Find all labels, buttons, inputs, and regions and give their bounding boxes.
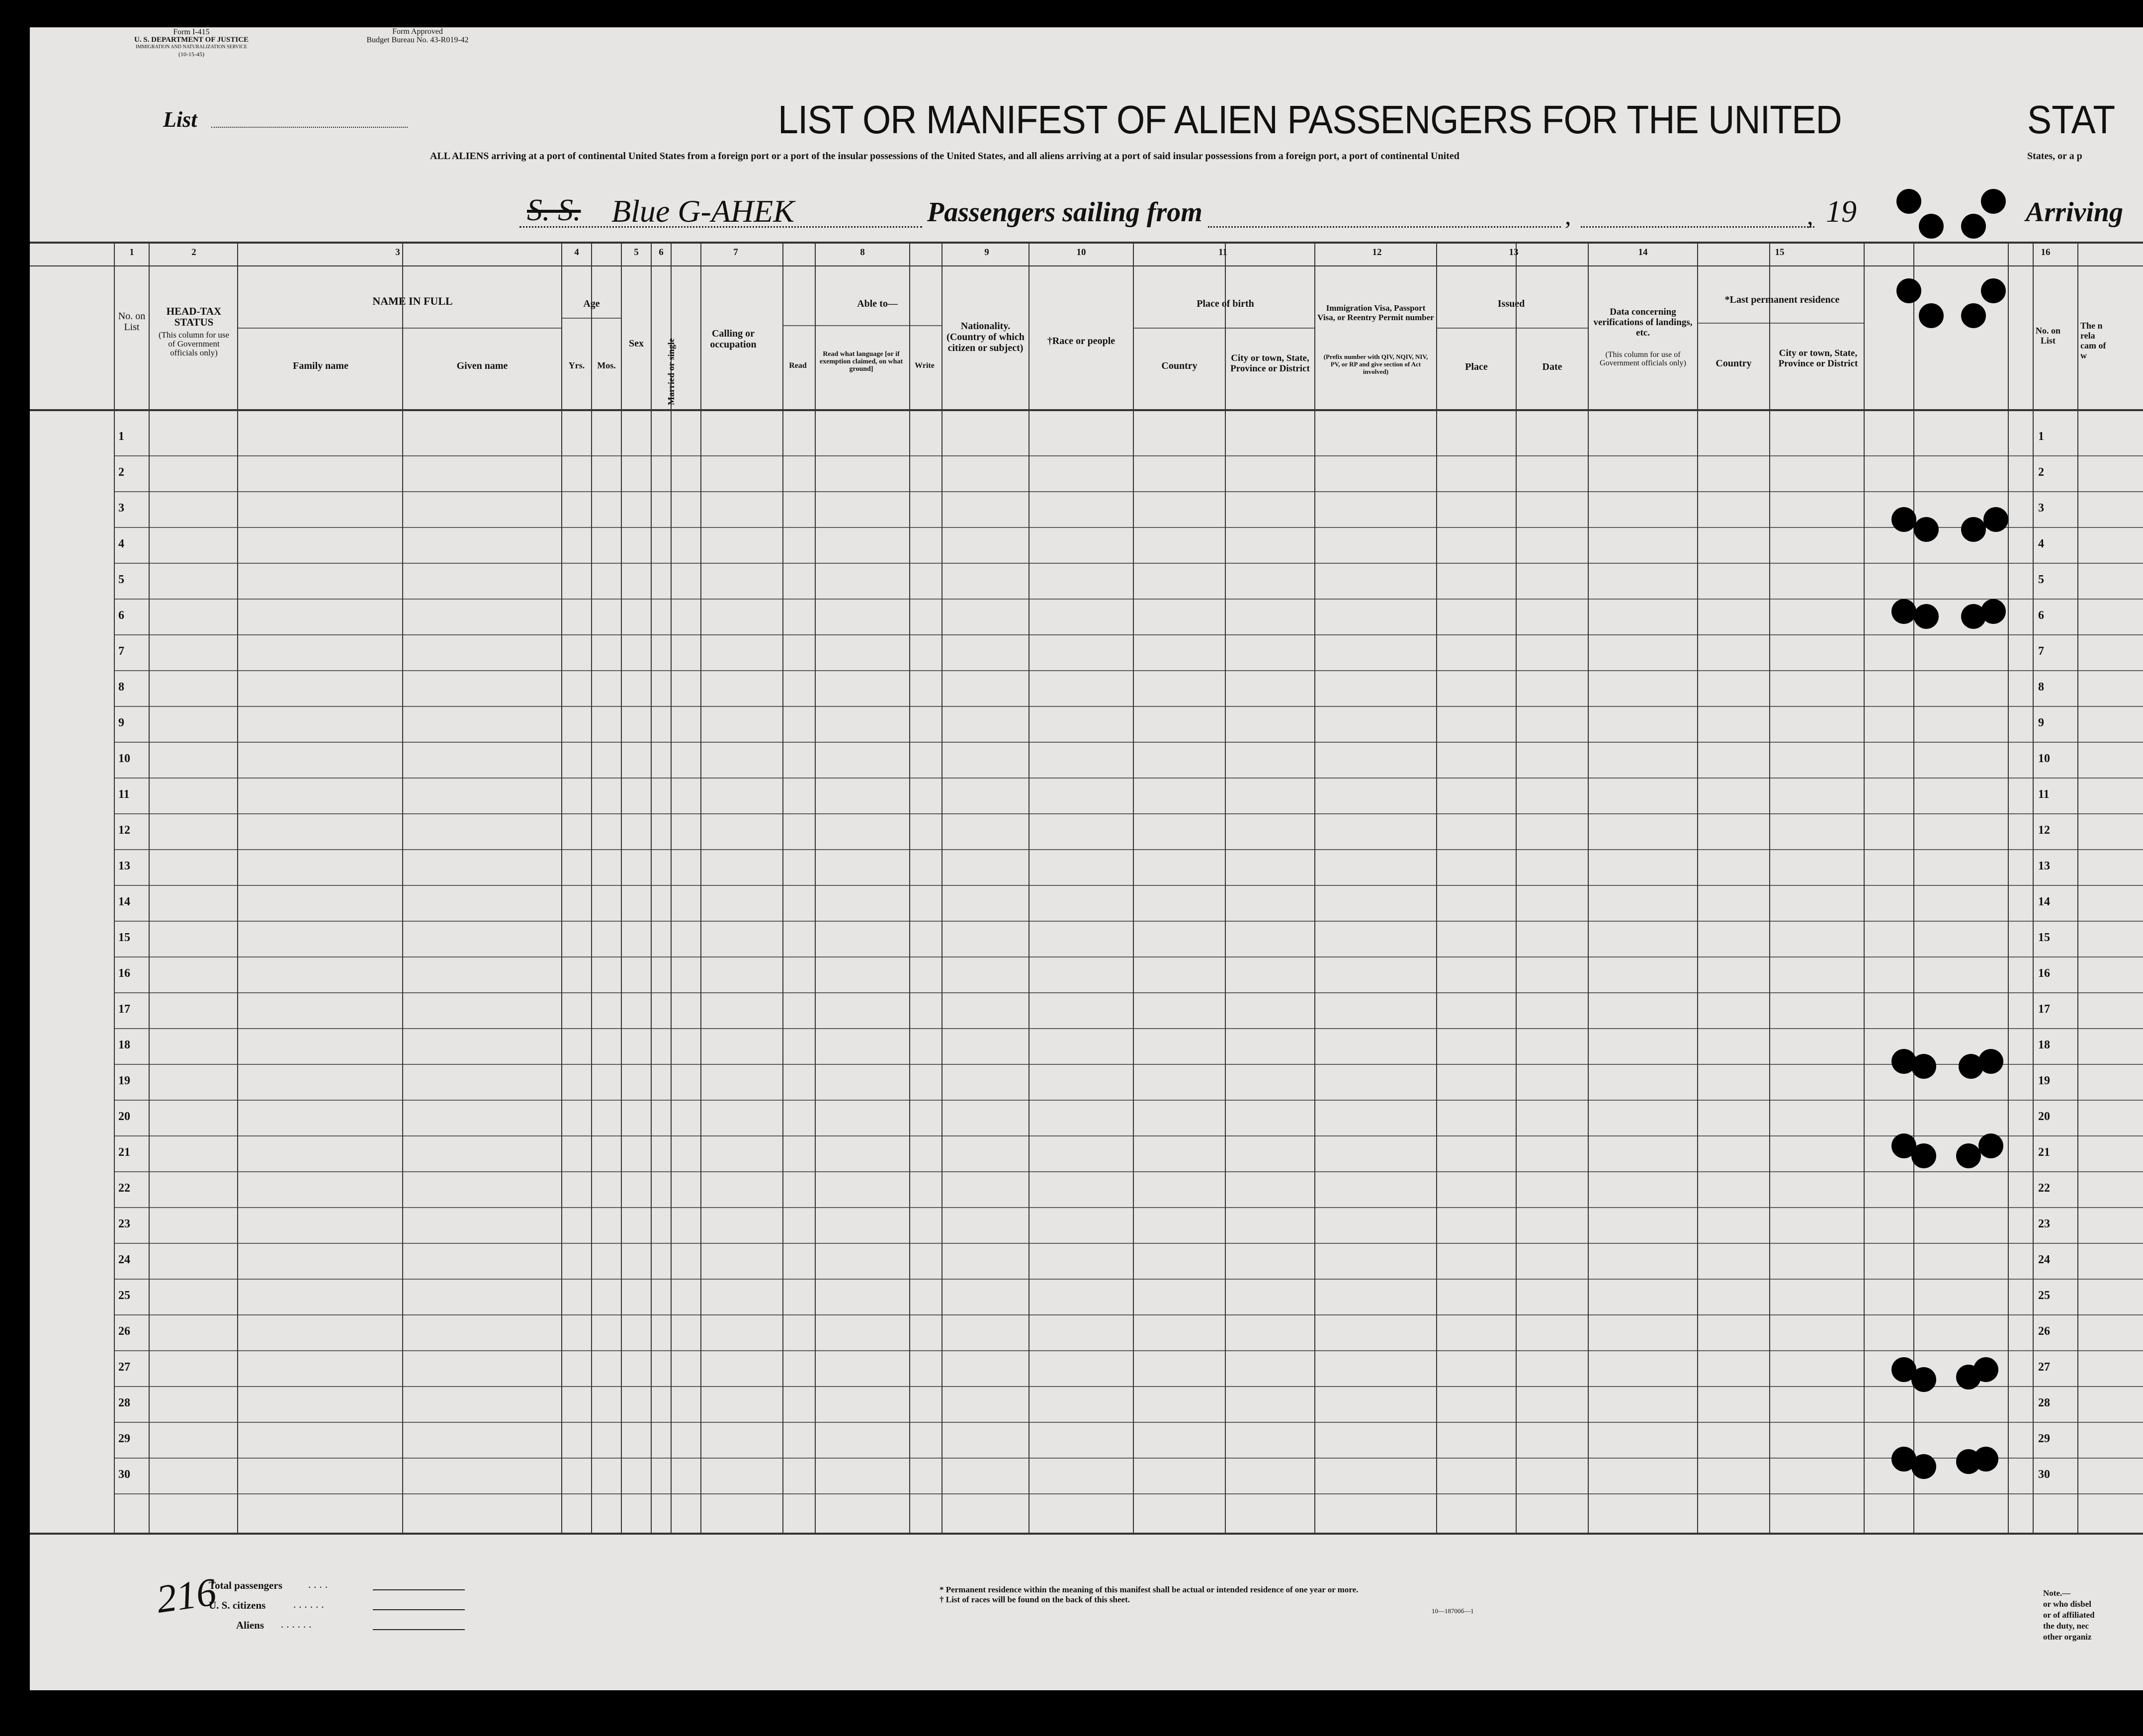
column-number: 11: [1218, 247, 1227, 258]
punch-hole: [1983, 507, 2008, 532]
header-issued-date: Date: [1542, 361, 1562, 372]
header-sex: Sex: [629, 338, 644, 349]
aliens-label: Aliens: [236, 1619, 264, 1631]
punch-hole: [1981, 599, 2006, 624]
row-number-right: 20: [2038, 1110, 2050, 1123]
manifest-sheet: [30, 27, 2143, 1690]
row-number: 16: [118, 967, 130, 980]
column-number: 13: [1509, 247, 1519, 258]
header-head-tax: HEAD-TAX STATUS: [166, 305, 222, 328]
column-number: 4: [574, 247, 579, 258]
row-number-right: 6: [2038, 609, 2044, 622]
punch-hole: [1973, 1447, 1998, 1472]
column-number: 15: [1775, 247, 1785, 258]
row-number: 2: [118, 466, 124, 479]
header-married: Married or single: [666, 338, 676, 405]
punch-hole: [1911, 1454, 1936, 1479]
header-16-no-on-list: No. on List: [2036, 326, 2061, 346]
header-birth-city: City or town, State, Province or District: [1230, 353, 1310, 374]
form-number: Form I-415: [173, 28, 210, 36]
column-number: 1: [129, 247, 134, 258]
sailing-from-label: Passengers sailing from: [927, 197, 1202, 228]
total-passengers-label: Total passengers: [209, 1579, 282, 1591]
row-number-right: 15: [2038, 931, 2050, 944]
header-place-of-birth: Place of birth: [1197, 298, 1254, 309]
punch-hole: [1911, 1367, 1936, 1392]
column-number: 2: [191, 247, 196, 258]
row-number: 11: [118, 788, 130, 801]
note-right-3: or of affiliated: [2043, 1610, 2095, 1620]
punch-hole: [1911, 1143, 1936, 1168]
print-code: 10—18700б—1: [1432, 1607, 1474, 1615]
row-number: 27: [118, 1361, 130, 1374]
header-calling: Calling or occupation: [710, 328, 757, 350]
dots-3: ......: [281, 1618, 315, 1630]
row-number-right: 19: [2038, 1074, 2050, 1087]
header-issued: Issued: [1497, 298, 1525, 309]
punch-hole: [1978, 1133, 2003, 1158]
header-visa: Immigration Visa, Passport Visa, or Reentry Permit number: [1317, 303, 1434, 322]
row-number-right: 17: [2038, 1003, 2050, 1016]
dots-1: ....: [308, 1578, 331, 1590]
row-number-right: 27: [2038, 1361, 2050, 1374]
punch-hole: [1973, 1357, 1998, 1382]
column-number: 8: [860, 247, 865, 258]
header-read: Read: [789, 361, 807, 370]
row-number: 26: [118, 1325, 130, 1338]
manifest-grid: [30, 27, 2143, 1690]
header-visa-note: (Prefix number with QIV, NQIV, NIV, PV, or RP and give section of Act involved): [1323, 353, 1428, 375]
row-number-right: 11: [2038, 788, 2050, 801]
column-number: 12: [1372, 247, 1382, 258]
handwritten-number: 216: [154, 1570, 219, 1622]
punch-hole: [1961, 517, 1986, 542]
aliens-line[interactable]: [373, 1629, 465, 1630]
header-months: Mos.: [597, 360, 616, 370]
header-16-partial: The n rela cam of w: [2080, 321, 2106, 360]
note-races: † List of races will be found on the back of this sheet.: [940, 1595, 1130, 1604]
manifest-subtitle-continued: States, or a p: [2027, 151, 2082, 162]
row-number: 10: [118, 752, 130, 765]
row-number-right: 13: [2038, 860, 2050, 872]
header-years: Yrs.: [568, 360, 585, 370]
note-right-2: or who disbel: [2043, 1599, 2091, 1609]
row-number-right: 16: [2038, 967, 2050, 980]
row-number-right: 30: [2038, 1468, 2050, 1481]
row-number: 4: [118, 537, 124, 550]
row-number: 29: [118, 1432, 130, 1445]
list-label: List: [163, 107, 197, 132]
row-number: 9: [118, 716, 124, 729]
row-number: 25: [118, 1289, 130, 1302]
header-given-name: Given name: [456, 360, 508, 371]
header-landing-note: (This column for use of Government officials only): [1600, 350, 1686, 367]
header-residence-city: City or town, State, Province or District: [1778, 348, 1858, 369]
punch-hole: [1961, 303, 1986, 328]
dots-2: ......: [293, 1598, 327, 1610]
row-number-right: 18: [2038, 1039, 2050, 1051]
service-name: IMMIGRATION AND NATURALIZATION SERVICE: [136, 44, 247, 50]
row-number: 19: [118, 1074, 130, 1087]
manifest-title-continued: STAT: [2027, 97, 2116, 142]
column-number: 7: [733, 247, 738, 258]
row-number-right: 14: [2038, 895, 2050, 908]
form-approved: Form Approved: [392, 27, 443, 36]
punch-hole: [1891, 599, 1916, 624]
note-right-5: other organiz: [2043, 1632, 2092, 1642]
form-date: (10-15-45): [178, 51, 204, 58]
punch-hole: [1961, 214, 1986, 239]
punch-hole: [1914, 517, 1939, 542]
row-number-right: 8: [2038, 681, 2044, 694]
column-number: 16: [2041, 247, 2051, 258]
row-number: 22: [118, 1182, 130, 1195]
column-number: 14: [1638, 247, 1648, 258]
row-number: 28: [118, 1396, 130, 1409]
department-name: U. S. DEPARTMENT OF JUSTICE: [134, 36, 249, 44]
column-number: 9: [984, 247, 989, 258]
row-number: 17: [118, 1003, 130, 1016]
row-number-right: 10: [2038, 752, 2050, 765]
header-read-language: Read what language [or if exemption claimed, on what ground]: [819, 350, 903, 373]
punch-hole: [1896, 189, 1921, 214]
punch-hole: [1981, 278, 2006, 303]
row-number-right: 29: [2038, 1432, 2050, 1445]
header-no-on-list: No. on List: [118, 311, 146, 333]
punch-hole: [1978, 1049, 2003, 1074]
note-right-1: Note.—: [2043, 1588, 2071, 1598]
column-number: 6: [659, 247, 664, 258]
row-number-right: 12: [2038, 824, 2050, 837]
row-number: 1: [118, 430, 124, 443]
punch-hole: [1981, 189, 2006, 214]
row-number: 23: [118, 1217, 130, 1230]
row-number-right: 1: [2038, 430, 2044, 443]
note-right-4: the duty, nec: [2043, 1621, 2089, 1631]
punch-hole: [1956, 1143, 1981, 1168]
row-number: 18: [118, 1039, 130, 1051]
total-passengers-line[interactable]: [373, 1589, 465, 1590]
row-number-right: 3: [2038, 502, 2044, 515]
header-head-tax-note: (This column for use of Government officials only): [158, 330, 230, 357]
us-citizens-label: U. S. citizens: [209, 1599, 266, 1611]
row-number-right: 26: [2038, 1325, 2050, 1338]
row-number: 8: [118, 681, 124, 694]
column-number: 10: [1076, 247, 1086, 258]
header-issued-place: Place: [1465, 361, 1488, 372]
row-number: 5: [118, 573, 124, 586]
column-number: 5: [634, 247, 639, 258]
row-number-right: 5: [2038, 573, 2044, 586]
row-number-right: 23: [2038, 1217, 2050, 1230]
header-age: Age: [583, 298, 600, 309]
header-able-to: Able to—: [857, 298, 898, 309]
arriving-label: Arriving: [2026, 197, 2124, 228]
row-number: 30: [118, 1468, 130, 1481]
ship-name[interactable]: Blue G-AHEK: [611, 193, 794, 229]
punch-hole: [1896, 278, 1921, 303]
row-number: 24: [118, 1253, 130, 1266]
row-number-right: 25: [2038, 1289, 2050, 1302]
row-number: 21: [118, 1146, 130, 1159]
row-number: 20: [118, 1110, 130, 1123]
row-number-right: 24: [2038, 1253, 2050, 1266]
manifest-title: LIST OR MANIFEST OF ALIEN PASSENGERS FOR THE UNITED: [778, 97, 1842, 142]
ss-label: S. S.: [527, 193, 581, 227]
row-number: 12: [118, 824, 130, 837]
header-nationality: Nationality. (Country of which citizen or subject): [946, 321, 1025, 353]
header-last-residence: *Last permanent residence: [1724, 294, 1840, 305]
column-number: 3: [395, 247, 400, 258]
row-number: 6: [118, 609, 124, 622]
punch-hole: [1919, 214, 1944, 239]
manifest-subtitle: ALL ALIENS arriving at a port of continental United States from a foreign port or a port of the insular possessions of the United States, and all aliens arriving at a port of said insular possessions from a foreign port, a port of continental United: [430, 151, 1459, 162]
header-write: Write: [915, 361, 935, 370]
row-number: 13: [118, 860, 130, 872]
punch-hole: [1914, 604, 1939, 629]
row-number: 15: [118, 931, 130, 944]
header-name-in-full: NAME IN FULL: [372, 295, 453, 307]
header-residence-country: Country: [1715, 358, 1752, 369]
row-number-right: 21: [2038, 1146, 2050, 1159]
header-landing-data: Data concerning verifications of landings, etc.: [1593, 307, 1693, 338]
row-number-right: 4: [2038, 537, 2044, 550]
row-number-right: 7: [2038, 645, 2044, 658]
row-number-right: 22: [2038, 1182, 2050, 1195]
row-number: 7: [118, 645, 124, 658]
budget-bureau: Budget Bureau No. 43-R019-42: [366, 36, 469, 44]
header-family-name: Family name: [293, 360, 348, 371]
row-number-right: 9: [2038, 716, 2044, 729]
comma: ,: [1565, 202, 1571, 230]
punch-hole: [1911, 1054, 1936, 1079]
note-residence: * Permanent residence within the meaning of this manifest shall be actual or intended residence of one year or more.: [940, 1585, 1359, 1594]
punch-hole: [1891, 507, 1916, 532]
punch-hole: [1919, 303, 1944, 328]
row-number-right: 2: [2038, 466, 2044, 479]
row-number-right: 28: [2038, 1396, 2050, 1409]
header-birth-country: Country: [1161, 360, 1198, 371]
comma-2: ,: [1807, 202, 1813, 230]
row-number: 14: [118, 895, 130, 908]
row-number: 3: [118, 502, 124, 515]
header-race: †Race or people: [1047, 336, 1115, 347]
year-prefix: 19: [1826, 195, 1857, 229]
us-citizens-line[interactable]: [373, 1609, 465, 1610]
